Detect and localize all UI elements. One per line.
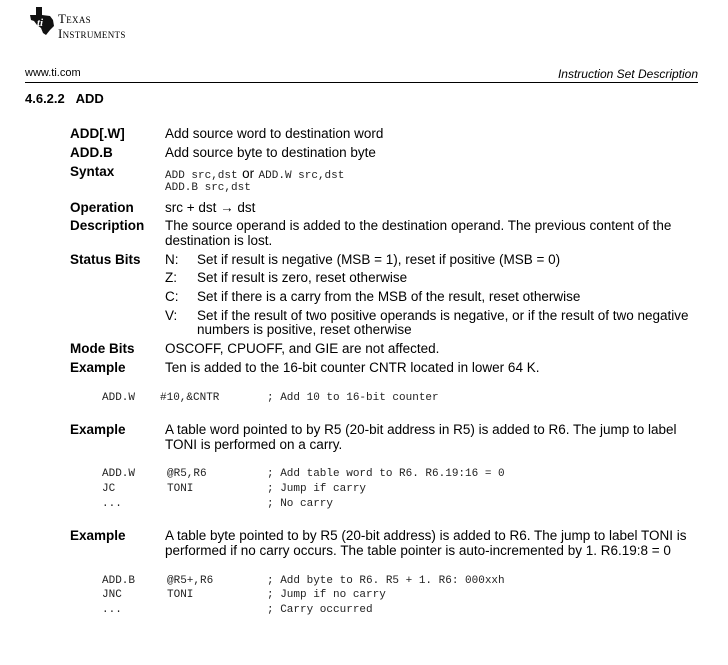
header-section-title: Instruction Set Description [557,67,698,81]
ex2-code-arg-1: @R5,R6 [167,468,207,480]
text-operation: src + dst → dst [165,200,256,215]
ex2-code-arg-2: TONI [167,483,194,495]
label-description: Description [70,218,145,233]
section-heading [25,91,104,106]
ex3-code-op-3: ... [102,604,122,616]
section-name: ADD [75,91,104,106]
status-v-text-line1: Set if the result of two positive operands is negative, or if the result of two negative [197,308,689,323]
label-mode-bits: Mode Bits [70,341,135,356]
label-status-bits: Status Bits [70,252,141,267]
text-addb: Add source byte to destination byte [165,145,376,160]
ex2-code-op-3: ... [102,498,122,510]
ex2-code-comment-2: ; Jump if carry [267,483,367,495]
text-mode-bits: OSCOFF, CPUOFF, and GIE are not affected. [165,341,440,356]
ex2-code-comment-3: ; No carry [267,498,334,510]
text-example-3-line2: performed if no carry occurs. The table pointer is auto-incremented by 1. R6.19:8 = 0 [165,543,671,558]
ex3-code-comment-2: ; Jump if no carry [267,589,386,601]
header-rule [25,82,698,83]
ex1-code-comment: ; Add 10 to 16-bit counter [267,392,439,404]
ex1-code-arg: #10,&CNTR [160,392,220,404]
label-syntax: Syntax [70,164,115,179]
status-z-text: Set if result is zero, reset otherwise [197,270,408,285]
label-addb: ADD.B [70,145,113,160]
site-url[interactable]: www.ti.com [25,67,81,79]
ex1-code-op: ADD.W [102,392,136,404]
syntax-line1 [165,165,344,183]
brand-line1: Texas [58,11,91,26]
ex2-code-op-1: ADD.W [102,468,136,480]
label-operation: Operation [70,200,134,215]
status-c-key: C: [165,289,179,304]
brand-line2: Instruments [58,26,126,41]
label-example-1: Example [70,360,126,375]
ex3-code-arg-2: TONI [167,589,194,601]
text-example-2-line2: TONI is performed on a carry. [165,437,343,452]
section-number: 4.6.2.2 [25,91,65,106]
ex2-code-comment-1: ; Add table word to R6. R6.19:16 = 0 [267,468,505,480]
text-addw: Add source word to destination word [165,126,384,141]
text-example-1: Ten is added to the 16-bit counter CNTR located in lower 64 K. [165,360,540,375]
text-example-3-line1: A table byte pointed to by R5 (20-bit address) is added to R6. The jump to label TONI is [165,528,687,543]
status-v-text-line2: numbers is positive, reset otherwise [197,322,412,337]
status-z-key: Z: [165,270,177,285]
label-example-2: Example [70,422,126,437]
ex3-code-comment-3: ; Carry occurred [267,604,373,616]
ti-logo [28,6,168,41]
label-addw: ADD[.W] [70,126,125,141]
text-description-line1: The source operand is added to the destination operand. The previous content of the [165,218,672,233]
syntax-add: ADD src,dst [165,170,238,182]
status-v-key: V: [165,308,178,323]
ex2-code-op-2: JC [102,483,116,495]
syntax-or: or [242,166,255,181]
text-description-line2: destination is lost. [165,233,273,248]
label-example-3: Example [70,528,126,543]
ex3-code-op-1: ADD.B [102,575,136,587]
syntax-line2: ADD.B src,dst [165,182,251,194]
status-n-key: N: [165,252,179,267]
status-c-text: Set if there is a carry from the MSB of the result, reset otherwise [197,289,581,304]
syntax-addw: ADD.W src,dst [258,170,345,182]
ex3-code-arg-1: @R5+,R6 [167,575,214,587]
text-example-2-line1: A table word pointed to by R5 (20-bit address in R5) is added to R6. The jump to label [165,422,677,437]
status-n-text: Set if result is negative (MSB = 1), reset if positive (MSB = 0) [197,252,561,267]
svg-text:ti: ti [37,17,44,29]
texas-state-icon [28,6,56,36]
ex3-code-op-2: JNC [102,589,122,601]
ex3-code-comment-1: ; Add byte to R6. R5 + 1. R6: 000xxh [267,575,505,587]
